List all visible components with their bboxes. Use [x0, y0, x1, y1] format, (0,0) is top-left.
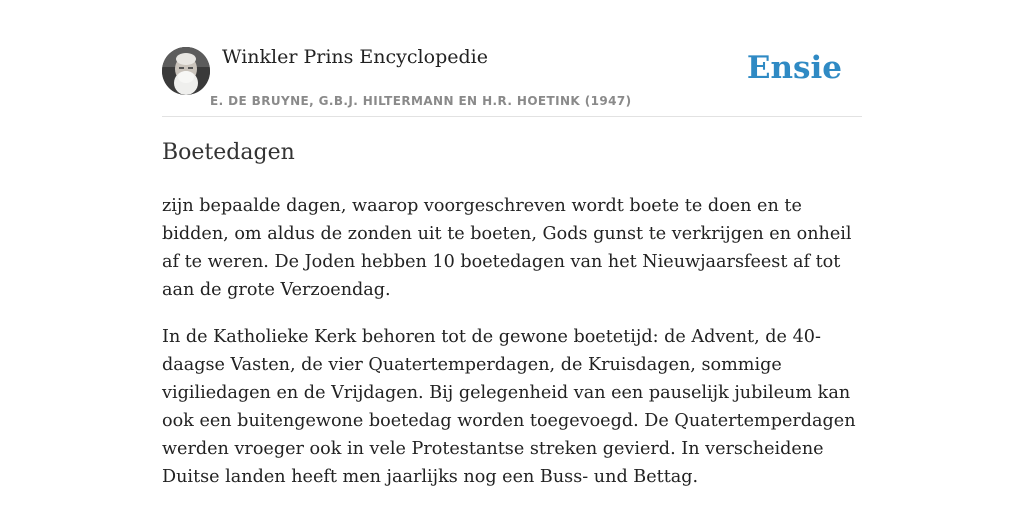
article-title: Boetedagen: [162, 140, 295, 165]
author-portrait-icon[interactable]: [162, 47, 210, 95]
article-paragraph: In de Katholieke Kerk behoren tot de gewone boetetijd: de Advent, de 40-daagse Vasten, de vier Quatertemperdagen, de Kruisdagen, sommige vigiliedagen en de Vrijdagen. Bij gelegenheid van een pauselijk jubileum kan ook een buitengewone boetedag worden toegevoegd. De Quatertemperdagen werden vroeger ook in vele Protestantse streken gevierd. In verscheidene Duitse landen heeft men jaarlijks nog een Buss- und Bettag.: [162, 327, 856, 487]
article-body: [162, 192, 862, 510]
site-title-link[interactable]: Winkler Prins Encyclopedie: [222, 46, 488, 68]
brand-logo-link[interactable]: Ensie: [746, 50, 842, 86]
byline: E. DE BRUYNE, G.B.J. HILTERMANN EN H.R. HOETINK (1947): [210, 94, 632, 108]
article-paragraph: zijn bepaalde dagen, waarop voorgeschreven wordt boete te doen en te bidden, om aldus de zonden uit te boeten, Gods gunst te verkrijgen en onheil af te weren. De Joden hebben 10 boetedagen van het Nieuwjaarsfeest af tot aan de grote Verzoendag.: [162, 196, 852, 300]
header: [162, 0, 862, 117]
page: [162, 0, 862, 487]
